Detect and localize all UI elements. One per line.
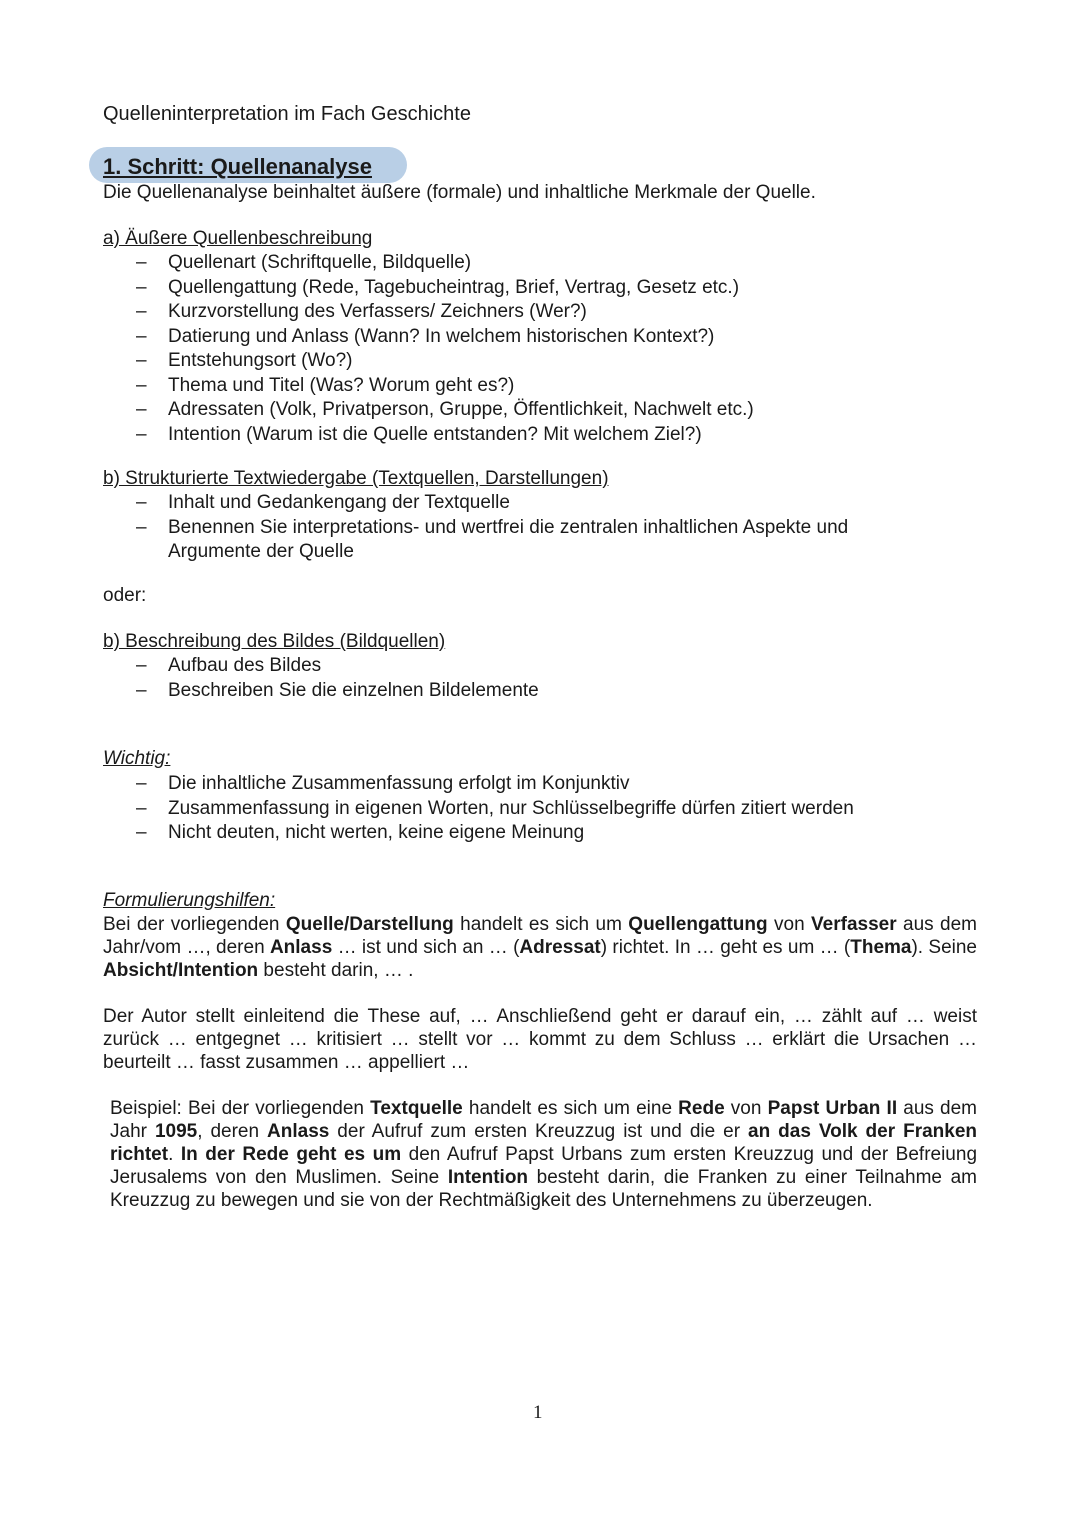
formulierung-paragraph-1: Bei der vorliegenden Quelle/Darstellung handelt es sich um Quellengattung von Verfasser aus dem Jahr/vom …, deren Anlass … ist und sich an … (Adressat) richtet. In … geht es um … (Thema). Seine Absicht/Intention besteht darin, … .	[103, 914, 977, 981]
document-title: Quelleninterpretation im Fach Geschichte	[103, 103, 471, 125]
list-item: – Quellengattung (Rede, Tagebucheintrag, Brief, Vertrag, Gesetz etc.)	[136, 276, 740, 298]
list-item-continuation: Argumente der Quelle	[168, 541, 354, 562]
intro-text: Die Quellenanalyse beinhaltet äußere (formale) und inhaltliche Merkmale der Quelle.	[103, 182, 816, 203]
list-item: – Adressaten (Volk, Privatperson, Gruppe, Öffentlichkeit, Nachwelt etc.)	[136, 399, 754, 420]
section-b1-heading: b) Strukturierte Textwiedergabe (Textquellen, Darstellungen)	[103, 468, 609, 489]
list-item: – Thema und Titel (Was? Worum geht es?)	[136, 374, 515, 396]
wichtig-list	[103, 772, 854, 846]
list-item: – Intention (Warum ist die Quelle entstanden? Mit welchem Ziel?)	[136, 423, 702, 445]
list-item: – Entstehungsort (Wo?)	[136, 350, 353, 371]
list-item: – Zusammenfassung in eigenen Worten, nur Schlüsselbegriffe dürfen zitiert werden	[136, 797, 854, 819]
section-b1-list	[103, 491, 848, 565]
formulierung-paragraph-2: Der Autor stellt einleitend die These auf, … Anschließend geht er darauf ein, … zählt auf … weist zurück … entgegnet … kritisiert … stellt vor … kommt zu dem Schluss … erklärt die Ursachen … beurteilt … fasst zusammen … appelliert …	[103, 1006, 977, 1073]
list-item: – Aufbau des Bildes	[136, 655, 322, 676]
list-item: – Inhalt und Gedankengang der Textquelle	[136, 492, 510, 513]
formulierung-heading: Formulierungshilfen:	[103, 890, 276, 911]
oder-text: oder:	[103, 585, 147, 606]
list-item: – Nicht deuten, nicht werten, keine eigene Meinung	[136, 822, 585, 843]
list-item: – Quellenart (Schriftquelle, Bildquelle)	[136, 252, 472, 273]
page-number: 1	[533, 1402, 543, 1423]
section-b2-list	[103, 654, 539, 703]
list-item: – Datierung und Anlass (Wann? In welchem historischen Kontext?)	[136, 325, 715, 347]
step-heading: 1. Schritt: Quellenanalyse	[103, 154, 372, 179]
wichtig-heading: Wichtig:	[103, 748, 171, 769]
list-item: – Beschreiben Sie die einzelnen Bildelemente	[136, 679, 539, 701]
list-item: – Benennen Sie interpretations- und wertfrei die zentralen inhaltlichen Aspekte und	[136, 516, 849, 538]
section-b2-heading: b) Beschreibung des Bildes (Bildquellen)	[103, 631, 446, 652]
section-a-heading: a) Äußere Quellenbeschreibung	[103, 228, 373, 249]
list-item: – Kurzvorstellung des Verfassers/ Zeichners (Wer?)	[136, 301, 587, 322]
beispiel-paragraph: Beispiel: Bei der vorliegenden Textquelle handelt es sich um eine Rede von Papst Urban II aus dem Jahr 1095, deren Anlass der Aufruf zum ersten Kreuzzug ist und die er an das Volk der Franken richtet. In der Rede geht es um den Aufruf Papst Urbans zum ersten Kreuzzug und der Befreiung Jerusalems von den Muslimen. Seine Intention besteht darin, die Franken zu einer Teilnahme am Kreuzzug zu bewegen und sie von der Rechtmäßigkeit des Unternehmens zu überzeugen.	[110, 1098, 978, 1211]
list-item: – Die inhaltliche Zusammenfassung erfolgt im Konjunktiv	[136, 773, 630, 794]
section-a-list	[103, 251, 754, 447]
